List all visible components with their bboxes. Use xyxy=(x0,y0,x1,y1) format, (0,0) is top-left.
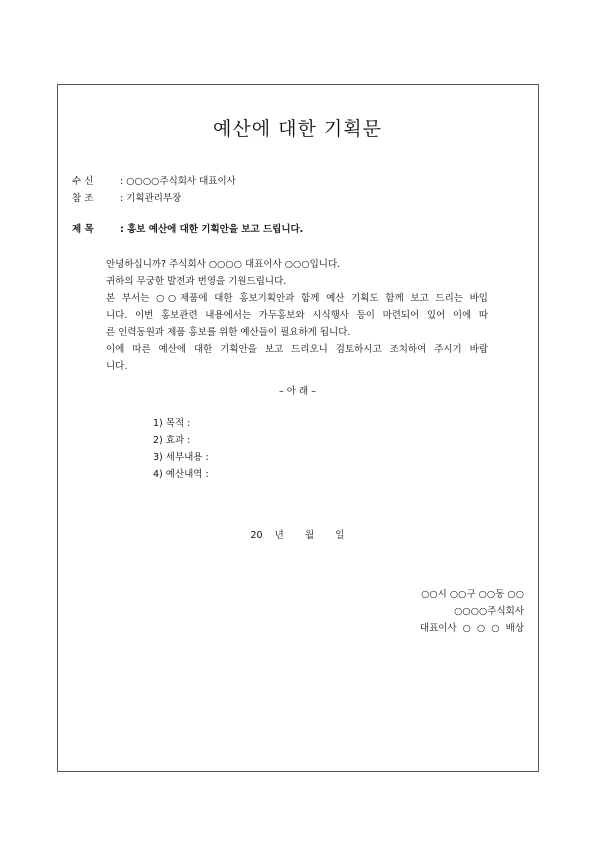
sender-address: ○○시 ○○구 ○○동 ○○ xyxy=(421,589,524,600)
document-date: 20 년 월 일 xyxy=(250,530,345,541)
sender-block xyxy=(420,586,524,637)
body-text xyxy=(106,256,488,375)
document-title: 예산에 대한 기획문 xyxy=(213,118,382,140)
body-line: 본 부서는 ○○제품에 대한 홍보기획안과 함께 예산 기획도 함께 보고 드리는 바입 xyxy=(106,293,488,304)
list-item: 1) 목적 : xyxy=(153,418,191,429)
reference-sep: : xyxy=(120,193,124,204)
document-frame xyxy=(57,84,539,772)
list-item: 2) 효과 : xyxy=(153,435,191,446)
body-line: 니다. xyxy=(106,361,128,372)
list-item: 3) 세부내용 : xyxy=(153,452,209,463)
sender-company: ○○○○주식회사 xyxy=(454,606,524,617)
item-list xyxy=(153,415,209,483)
recipient-row xyxy=(72,177,236,187)
notice-heading: – 아 래 – xyxy=(279,386,316,397)
reference-value: 기획관리부장 xyxy=(126,193,182,204)
recipient-label: 수 신 xyxy=(72,176,94,187)
subject-label: 제 목 xyxy=(72,224,94,235)
sender-signature: 대표이사 ○ ○ ○ 배상 xyxy=(419,623,524,634)
body-line: 른 인력동원과 제품 홍보를 위한 예산들이 필요하게 됩니다. xyxy=(106,327,351,338)
body-line: 안녕하십니까? 주식회사 ○○○○ 대표이사 ○○○입니다. xyxy=(106,259,341,270)
reference-label: 참 조 xyxy=(72,193,94,204)
reference-row xyxy=(72,194,181,204)
body-line: 귀하의 무궁한 발전과 번영을 기원드립니다. xyxy=(106,276,287,287)
body-line: 이에 따른 예산에 대한 기획안을 보고 드리오니 검토하시고 조치하여 주시기 바랍 xyxy=(106,344,488,355)
subject-value: 홍보 예산에 대한 기획안을 보고 드립니다. xyxy=(127,224,304,235)
body-line: 니다. 이번 홍보관련 내용에서는 가두홍보와 시식행사 등이 마련되어 있어 이에 따 xyxy=(106,310,488,321)
subject-sep: : xyxy=(120,224,124,235)
list-item: 4) 예산내역 : xyxy=(153,469,209,480)
recipient-value: ○○○○주식회사 대표이사 xyxy=(126,176,236,187)
subject-row xyxy=(72,225,303,235)
recipient-sep: : xyxy=(120,176,124,187)
